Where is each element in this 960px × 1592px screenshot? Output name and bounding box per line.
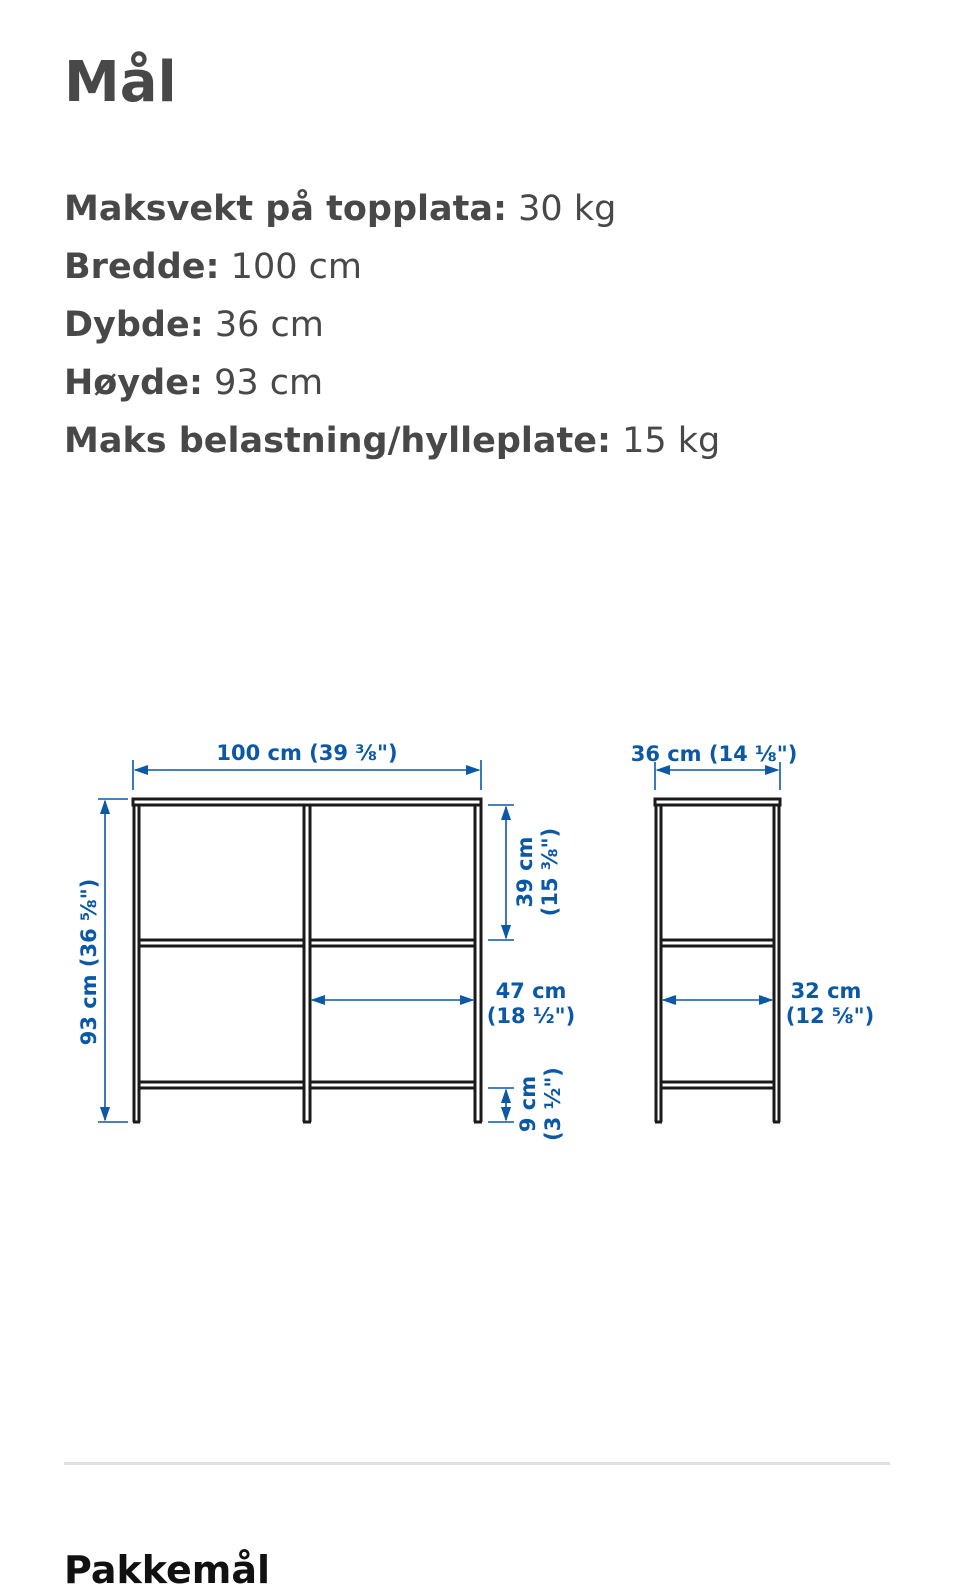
floor-clearance-in-label: (3 ½") [541,1067,565,1141]
specs-list [64,180,720,470]
spec-value: 15 kg [622,421,721,461]
dimension-diagram [0,720,960,1160]
front-view-shelf [133,799,482,1122]
spec-value: 93 cm [214,363,324,403]
spec-label: Maks belastning/hylleplate: [64,421,611,461]
spec-label: Maksvekt på topplata: [64,189,508,229]
top-compartment-cm-label: 39 cm [513,836,537,908]
package-dimensions-heading[interactable]: Pakkemål [64,1548,271,1592]
front-height-label: 93 cm (36 ⅝") [77,878,101,1046]
side-view-shelf [655,799,780,1122]
top-compartment-in-label: (15 ⅜") [538,827,562,917]
spec-row-max-shelf-load [64,412,720,470]
spec-row-depth [64,296,720,354]
spec-value: 30 kg [518,189,617,229]
side-inner-depth-cm-label: 32 cm [790,979,862,1003]
page-title: Mål [64,50,177,115]
spec-row-height [64,354,720,412]
front-width-label: 100 cm (39 ⅜") [216,741,398,765]
spec-value: 100 cm [230,247,362,287]
spec-label: Høyde: [64,363,203,403]
spec-row-width [64,238,720,296]
spec-label: Bredde: [64,247,220,287]
side-depth-label: 36 cm (14 ⅛") [630,742,798,766]
spec-value: 36 cm [214,305,324,345]
spec-label: Dybde: [64,305,204,345]
inner-width-cm-label: 47 cm [495,979,567,1003]
section-divider [64,1462,890,1465]
inner-width-in-label: (18 ½") [486,1004,576,1028]
spec-row-max-top-weight [64,180,720,238]
floor-clearance-cm-label: 9 cm [516,1075,540,1133]
side-inner-depth-in-label: (12 ⅝") [785,1004,875,1028]
